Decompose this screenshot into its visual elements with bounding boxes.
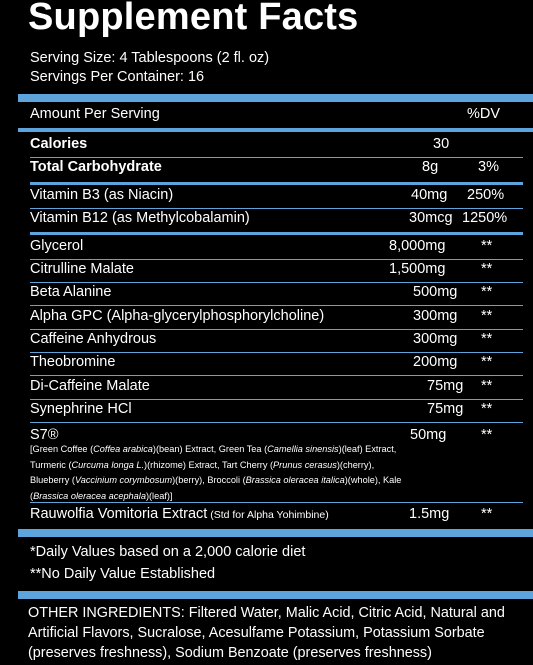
rauwolfia-amount: 1.5mg [409, 506, 450, 522]
ingredient-dv: ** [481, 331, 493, 347]
ingredient-amount: 300mg [413, 331, 458, 347]
blend-text: )(bean) Extract, Green Tea ( [152, 444, 268, 454]
thick-divider [18, 529, 533, 537]
vitamin-dv: 1250% [462, 210, 508, 226]
ingredient-name: Theobromine [30, 354, 116, 370]
thick-divider [18, 591, 533, 599]
section-divider [30, 232, 523, 235]
s7-blend-description [30, 442, 410, 504]
rauwolfia-label [30, 506, 329, 522]
ingredient-dv: ** [481, 308, 493, 324]
vitamin-amount: 30mcg [409, 210, 453, 226]
row-divider [30, 259, 523, 260]
row-divider [30, 422, 523, 423]
ingredient-amount: 8,000mg [389, 238, 446, 254]
rauwolfia-note: (Std for Alpha Yohimbine) [207, 509, 329, 521]
thick-divider [18, 94, 533, 102]
medium-divider [18, 128, 533, 132]
ingredient-dv: ** [481, 354, 493, 370]
calories-amount: 30 [433, 136, 450, 152]
carbohydrate-label: Total Carbohydrate [30, 159, 162, 175]
rauwolfia-name: Rauwolfia Vomitoria Extract [30, 506, 208, 522]
blend-text: )(cherry), Blueberry ( [30, 459, 375, 486]
botanical-name: Prunus cerasus [273, 459, 337, 470]
vitamin-dv: 250% [467, 187, 505, 203]
blend-text: )(berry), Broccoli ( [172, 475, 246, 486]
ingredient-dv: ** [481, 238, 493, 254]
ingredient-name: Di-Caffeine Malate [30, 378, 150, 394]
botanical-name: Brassica oleracea italica [245, 475, 345, 486]
carbohydrate-dv: 3% [478, 159, 499, 175]
s7-label: S7® [30, 427, 59, 443]
blend-text: )(rhizome) Extract, Tart Cherry ( [144, 459, 274, 470]
s7-dv: ** [481, 427, 493, 443]
vitamin-name: Vitamin B12 (as Methylcobalamin) [30, 210, 250, 226]
blend-text: )(leaf) Extract, Turmeric ( [30, 444, 397, 470]
ingredient-name: Caffeine Anhydrous [30, 331, 157, 347]
vitamin-amount: 40mg [411, 187, 448, 203]
ingredient-amount: 75mg [427, 378, 464, 394]
ingredient-amount: 200mg [413, 354, 458, 370]
row-divider [30, 329, 523, 330]
other-ingredients: OTHER INGREDIENTS: Filtered Water, Malic Acid, Citric Acid, Natural and Artificial Flavors, Sucralose, Acesulfame Potassium, Potassium Sorbate (preserves freshness), Sodium Benzoate (preserves freshness) [28, 605, 505, 661]
carbohydrate-amount: 8g [422, 159, 439, 175]
section-divider [30, 182, 523, 185]
botanical-name: Curcuma longa L. [71, 459, 145, 470]
rauwolfia-dv: ** [481, 506, 493, 522]
ingredient-amount: 1,500mg [389, 261, 446, 277]
ingredient-dv: ** [481, 261, 493, 277]
dv-header: %DV [467, 106, 501, 122]
blend-text: )(leaf)] [145, 490, 173, 501]
ingredient-name: Glycerol [30, 238, 84, 254]
ingredient-name: Beta Alanine [30, 284, 112, 300]
ingredient-amount: 500mg [413, 284, 458, 300]
row-divider [30, 352, 523, 353]
ingredient-name: Citrulline Malate [30, 261, 134, 277]
ingredient-dv: ** [481, 401, 493, 417]
panel-title: Supplement Facts [28, 0, 359, 38]
row-divider [30, 208, 523, 209]
botanical-name: Brassica oleracea acephala [33, 490, 146, 501]
row-divider [30, 399, 523, 400]
row-divider [30, 375, 523, 376]
blend-text: [Green Coffee ( [30, 444, 94, 454]
ingredient-amount: 75mg [427, 401, 464, 417]
ingredient-dv: ** [481, 378, 493, 394]
amount-per-serving-label: Amount Per Serving [30, 106, 160, 122]
calories-label: Calories [30, 136, 88, 152]
ingredient-name: Synephrine HCl [30, 401, 132, 417]
daily-value-footnote: *Daily Values based on a 2,000 calorie diet [30, 544, 306, 560]
ingredient-name: Alpha GPC (Alpha-glycerylphosphorylcholine) [30, 308, 325, 324]
ingredient-amount: 300mg [413, 308, 458, 324]
botanical-name: Camellia sinensis [267, 444, 339, 454]
row-divider [30, 282, 523, 283]
row-divider [30, 157, 523, 158]
botanical-name: Coffea arabica [93, 444, 153, 454]
botanical-name: Vaccinium corymbosum [74, 475, 173, 486]
vitamin-name: Vitamin B3 (as Niacin) [30, 187, 174, 203]
serving-size: Serving Size: 4 Tablespoons (2 fl. oz) [30, 50, 270, 66]
s7-amount: 50mg [410, 427, 447, 443]
no-daily-value-footnote: **No Daily Value Established [30, 566, 216, 582]
servings-per-container: Servings Per Container: 16 [30, 69, 205, 85]
ingredient-dv: ** [481, 284, 493, 300]
blend-text: )(whole), Kale ( [30, 475, 402, 501]
row-divider [30, 305, 523, 306]
row-divider [30, 502, 523, 503]
